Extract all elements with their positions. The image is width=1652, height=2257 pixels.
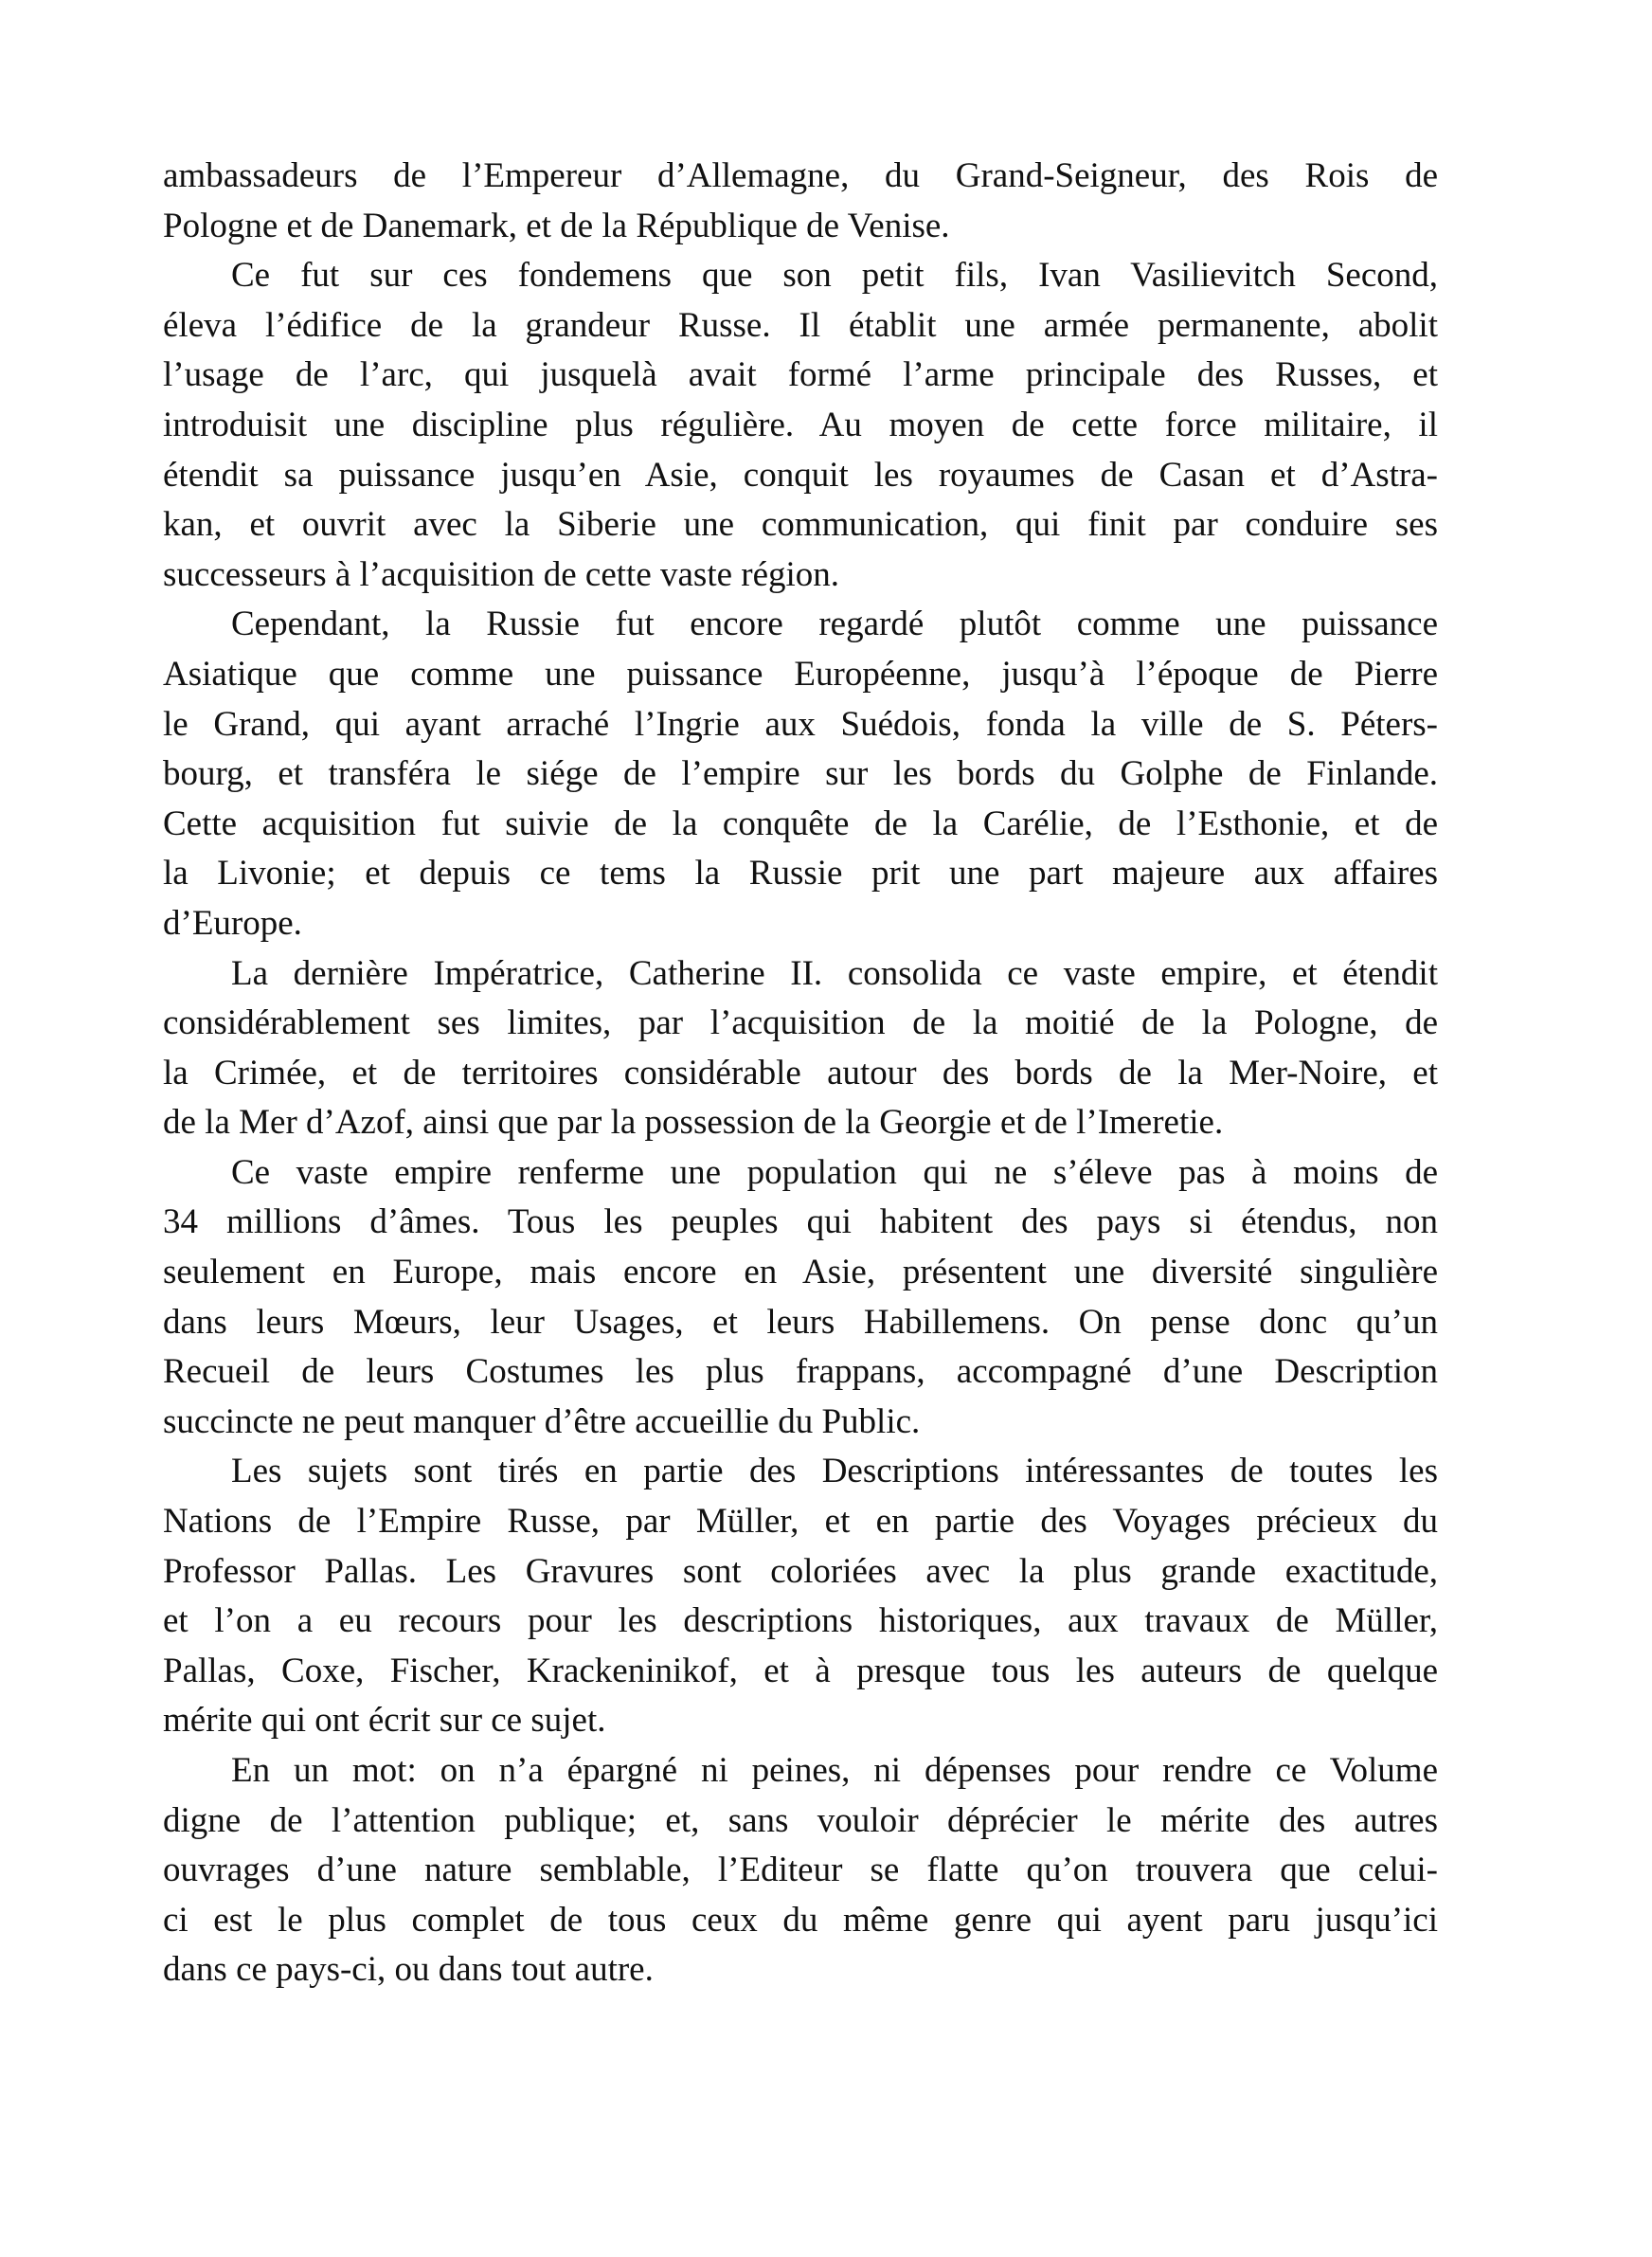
text-line: considérablement ses limites, par l’acquisition de la moitié de la Pologne, de [163, 1003, 1438, 1043]
text-line: seulement en Europe, mais encore en Asie, présentent une diversité singulière [163, 1253, 1438, 1292]
text-line: de la Mer d’Azof, ainsi que par la possession de la Georgie et de l’Imeretie. [163, 1103, 1224, 1143]
paragraph-5 [163, 1148, 1438, 1448]
text-line: bourg, et transféra le siége de l’empire sur les bords du Golphe de Finlande. [163, 754, 1438, 794]
text-line: successeurs à l’acquisition de cette vaste région. [163, 554, 840, 594]
text-line: Nations de l’Empire Russe, par Müller, et en partie des Voyages précieux du [163, 1502, 1438, 1542]
text-line: Les sujets sont tirés en partie des Descriptions intéressantes de toutes les [231, 1452, 1438, 1491]
text-line: kan, et ouvrit avec la Siberie une communication, qui finit par conduire ses [163, 505, 1438, 545]
text-line: En un mot: on n’a épargné ni peines, ni dépenses pour rendre ce Volume [231, 1751, 1438, 1790]
text-line: Cependant, la Russie fut encore regardé plutôt comme une puissance [231, 605, 1438, 644]
text-line: 34 millions d’âmes. Tous les peuples qui habitent des pays si étendus, non [163, 1202, 1438, 1242]
text-line: mérite qui ont écrit sur ce sujet. [163, 1701, 606, 1741]
body-text [163, 152, 1438, 1995]
text-line: digne de l’attention publique; et, sans vouloir déprécier le mérite des autres [163, 1800, 1438, 1840]
text-line: dans leurs Mœurs, leur Usages, et leurs Habillemens. On pense donc qu’un [163, 1302, 1438, 1342]
text-line: Pallas, Coxe, Fischer, Krackeninikof, et à presque tous les auteurs de quelque [163, 1651, 1438, 1690]
text-line: éleva l’édifice de la grandeur Russe. Il établit une armée permanente, abolit [163, 305, 1438, 345]
text-line: dans ce pays-ci, ou dans tout autre. [163, 1950, 654, 1990]
text-line: ci est le plus complet de tous ceux du même genre qui ayent paru jusqu’ici [163, 1900, 1438, 1940]
text-line: succincte ne peut manquer d’être accueillie du Public. [163, 1401, 921, 1441]
paragraph-7 [163, 1746, 1438, 1995]
text-line: étendit sa puissance jusqu’en Asie, conquit les royaumes de Casan et d’Astra- [163, 455, 1438, 495]
text-line: Asiatique que comme une puissance Européenne, jusqu’à l’époque de Pierre [163, 654, 1438, 694]
text-line: la Livonie; et depuis ce tems la Russie prit une part majeure aux affaires [163, 854, 1438, 894]
text-line: ambassadeurs de l’Empereur d’Allemagne, du Grand-Seigneur, des Rois de [163, 156, 1438, 195]
text-line: Professor Pallas. Les Gravures sont coloriées avec la plus grande exactitude, [163, 1551, 1438, 1591]
paragraph-2 [163, 251, 1438, 600]
paragraph-3 [163, 600, 1438, 948]
text-line: La dernière Impératrice, Catherine II. consolida ce vaste empire, et étendit [231, 953, 1438, 993]
text-line: Recueil de leurs Costumes les plus frappans, accompagné d’une Description [163, 1352, 1438, 1392]
text-line: Ce fut sur ces fondemens que son petit fils, Ivan Vasilievitch Second, [231, 256, 1438, 296]
text-line: ouvrages d’une nature semblable, l’Editeur se flatte qu’on trouvera que celui- [163, 1851, 1438, 1890]
text-line: et l’on a eu recours pour les descriptions historiques, aux travaux de Müller, [163, 1601, 1438, 1641]
text-line: introduisit une discipline plus régulière. Au moyen de cette force militaire, il [163, 405, 1438, 444]
text-line: Ce vaste empire renferme une population qui ne s’éleve pas à moins de [231, 1152, 1438, 1192]
paragraph-4 [163, 949, 1438, 1148]
text-line: le Grand, qui ayant arraché l’Ingrie aux Suédois, fonda la ville de S. Péters- [163, 704, 1438, 744]
text-line: Pologne et de Danemark, et de la République de Venise. [163, 206, 950, 245]
text-line: d’Europe. [163, 903, 302, 943]
paragraph-1 [163, 152, 1438, 251]
text-line: la Crimée, et de territoires considérable autour des bords de la Mer-Noire, et [163, 1053, 1438, 1092]
text-line: l’usage de l’arc, qui jusquelà avait formé l’arme principale des Russes, et [163, 355, 1438, 395]
text-line: Cette acquisition fut suivie de la conquête de la Carélie, de l’Esthonie, et de [163, 803, 1438, 843]
paragraph-6 [163, 1447, 1438, 1746]
